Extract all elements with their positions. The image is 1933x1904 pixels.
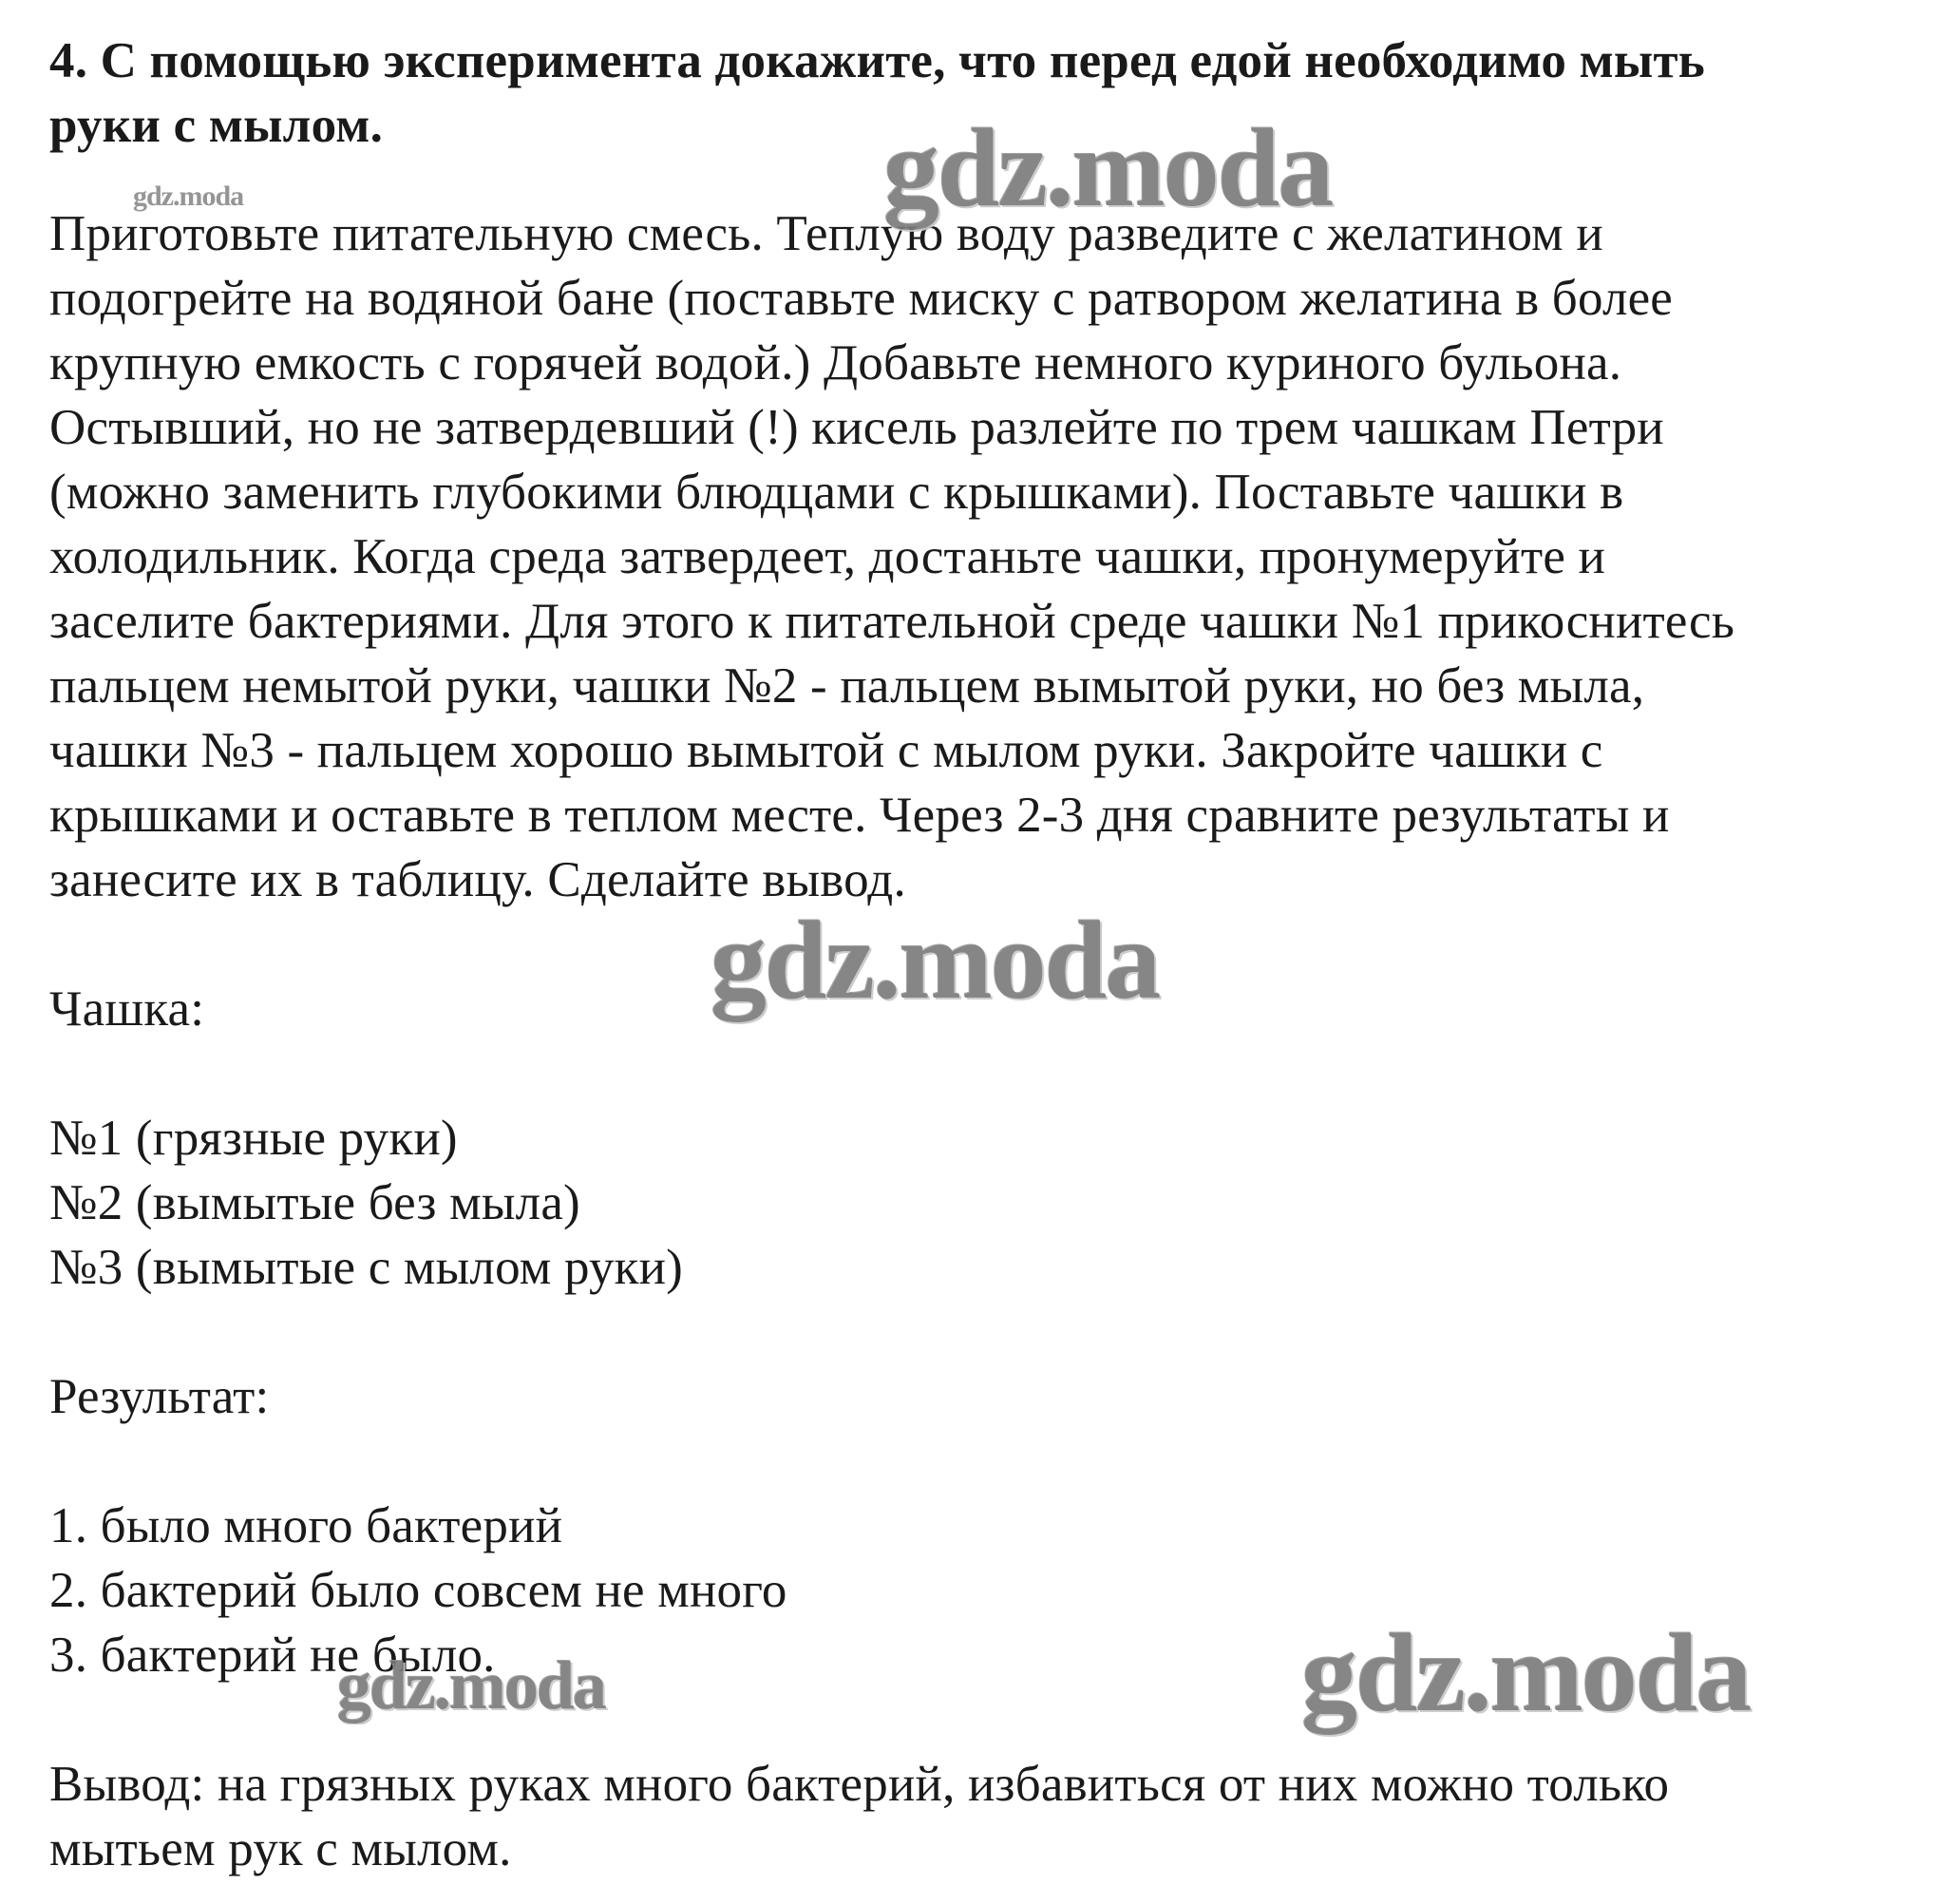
watermark-logo: gdz.moda: [883, 105, 1333, 230]
paragraph-line: заселите бактериями. Для этого к питательной среде чашки №1 прикоснитесь: [49, 594, 1735, 649]
paragraph-line: крупную емкость с горячей водой.) Добавьте немного куриного бульона.: [49, 335, 1622, 390]
result-item: 3. бактерий не было.: [49, 1628, 496, 1683]
watermark-logo: gdz.moda: [133, 181, 244, 212]
cup-item: №2 (вымытые без мыла): [49, 1175, 580, 1230]
watermark-logo: gdz.moda: [337, 1647, 606, 1723]
watermark-logo: gdz.moda: [1301, 1610, 1751, 1735]
paragraph-line: Приготовьте питательную смесь. Теплую воду разведите с желатином и: [49, 206, 1603, 261]
title-line: 4. С помощью эксперимента докажите, что перед едой необходимо мыть: [49, 33, 1705, 88]
cup-item: №1 (грязные руки): [49, 1111, 458, 1166]
cups-heading: Чашка:: [49, 981, 205, 1037]
paragraph-line: чашки №3 - пальцем хорошо вымытой с мылом руки. Закройте чашки с: [49, 723, 1603, 778]
result-item: 1. было много бактерий: [49, 1498, 563, 1553]
result-item: 2. бактерий было совсем не много: [49, 1563, 787, 1618]
spacer: [49, 1041, 1911, 1106]
paragraph-line: занесите их в таблицу. Сделайте вывод.: [49, 852, 906, 907]
cup-item: №3 (вымытые с мылом руки): [49, 1240, 684, 1295]
title-line: руки с мылом.: [49, 98, 384, 153]
paragraph-line: холодильник. Когда среда затвердеет, достаньте чашки, пронумеруйте и: [49, 529, 1606, 584]
conclusion-line: мытьем рук с мылом.: [49, 1821, 512, 1876]
paragraph-line: пальцем немытой руки, чашки №2 - пальцем вымытой руки, но без мыла,: [49, 658, 1645, 714]
spacer: [49, 1429, 1911, 1494]
results-heading: Результат:: [49, 1369, 270, 1424]
paragraph-line: подогрейте на водяной бане (поставьте миску с ратвором желатина в более: [49, 271, 1674, 326]
paragraph-line: крышками и оставьте в теплом месте. Через 2-3 дня сравните результаты и: [49, 788, 1670, 843]
conclusion-line: Вывод: на грязных руках много бактерий, избавиться от них можно только: [49, 1757, 1670, 1812]
paragraph-line: (можно заменить глубокими блюдцами с крышками). Поставьте чашки в: [49, 465, 1624, 520]
spacer: [49, 1300, 1911, 1364]
watermark-logo: gdz.moda: [711, 898, 1160, 1022]
paragraph-line: Остывший, но не затвердевший (!) кисель разлейте по трем чашкам Петри: [49, 400, 1664, 455]
